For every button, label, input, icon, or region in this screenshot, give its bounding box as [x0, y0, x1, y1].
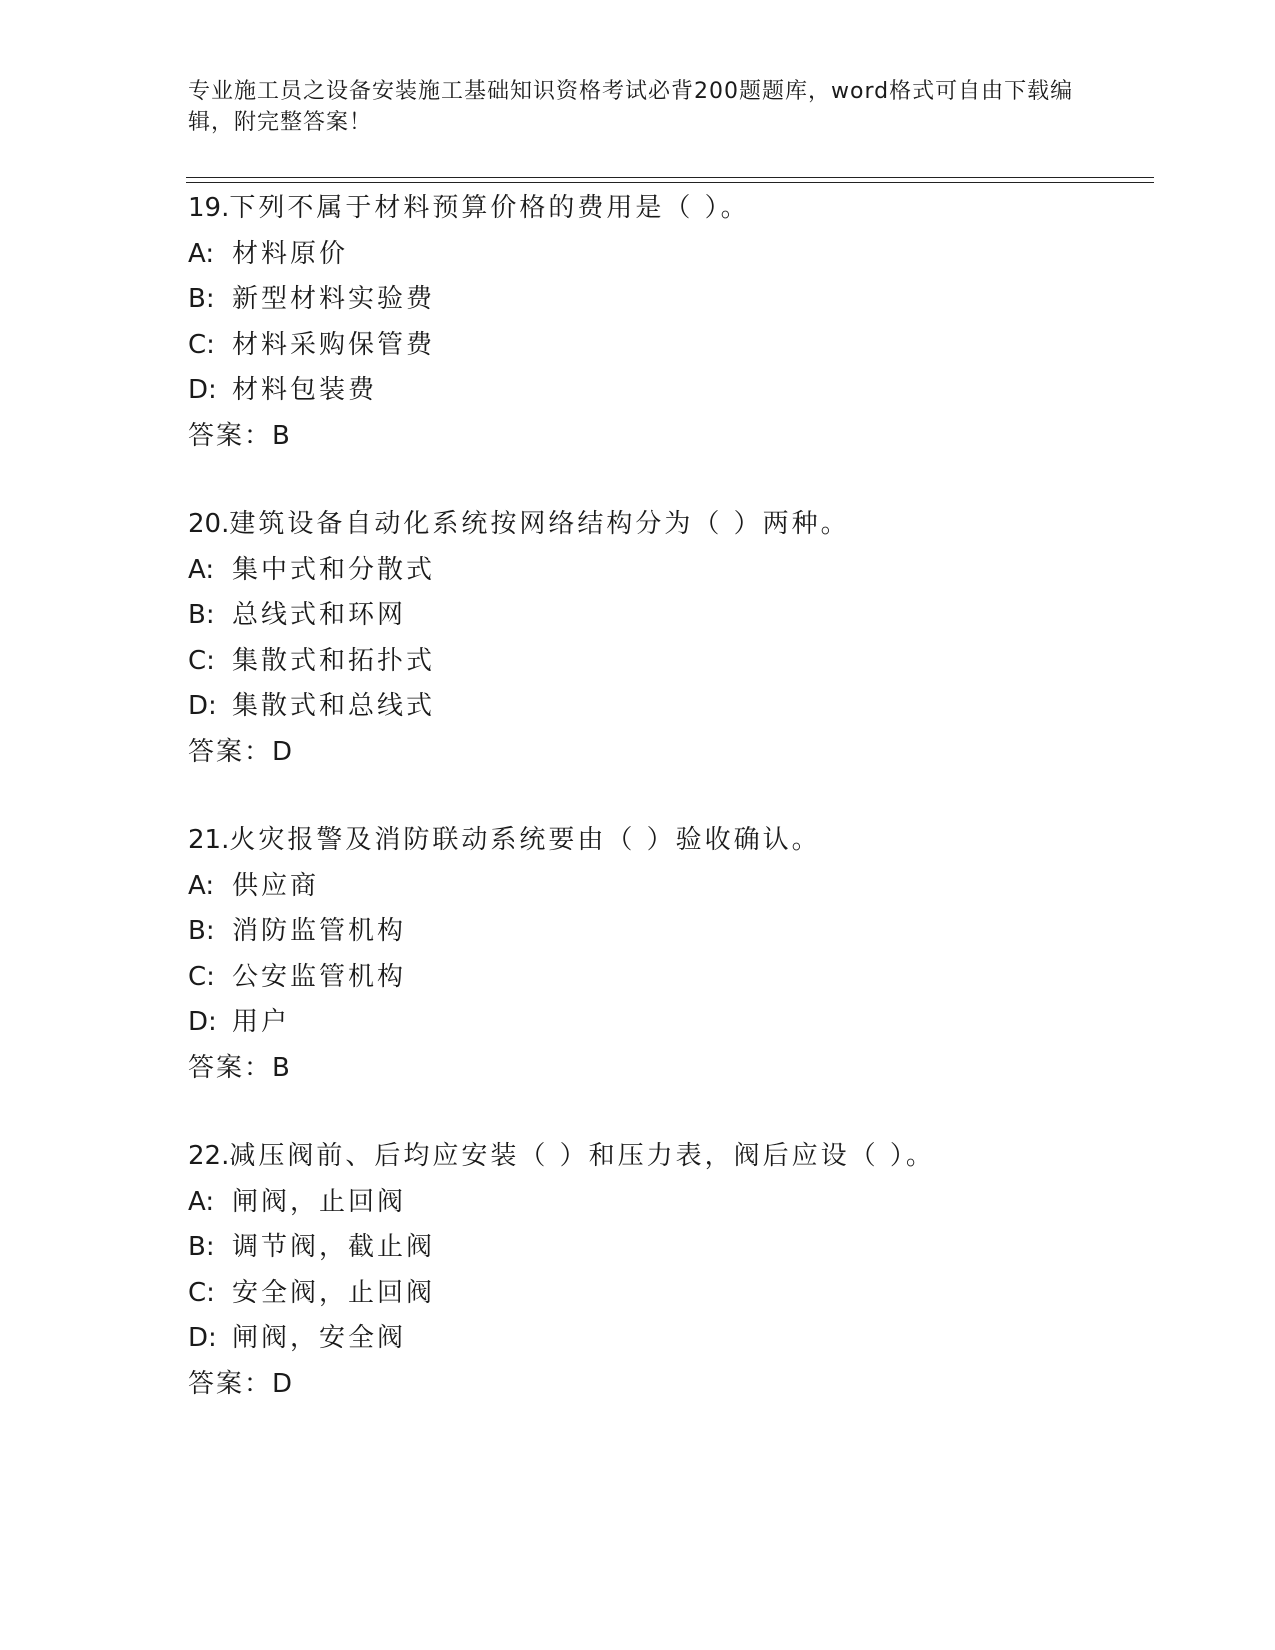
- option-text: 闸阀，止回阀: [232, 1186, 407, 1217]
- answer-value: D: [272, 736, 293, 767]
- option-c: [188, 639, 1148, 685]
- question-number: 19.: [188, 193, 230, 223]
- option-letter: A:: [188, 238, 215, 269]
- header-divider-top: [186, 177, 1154, 178]
- option-d: [188, 1316, 1148, 1362]
- question-block: [188, 1134, 1148, 1407]
- option-b: [188, 277, 1148, 323]
- option-letter: B:: [188, 600, 215, 630]
- option-letter: A:: [188, 554, 215, 585]
- document-header: 专业施工员之设备安装施工基础知识资格考试必背200题题库，word格式可自由下载编辑，附完整答案！: [188, 79, 1074, 135]
- option-letter: C:: [188, 961, 215, 992]
- question-title: [188, 502, 1148, 548]
- option-letter: D:: [188, 375, 217, 405]
- question-text: 火灾报警及消防联动系统要由（ ）验收确认。: [229, 825, 821, 855]
- option-text: 调节阀，截止阀: [232, 1232, 436, 1262]
- question-number: 21.: [188, 825, 230, 855]
- option-letter: D:: [188, 1323, 217, 1353]
- option-text: 总线式和环网: [232, 600, 407, 630]
- option-b: [188, 593, 1148, 639]
- option-text: 集中式和分散式: [232, 554, 436, 585]
- option-text: 安全阀，止回阀: [232, 1277, 436, 1308]
- option-text: 闸阀，安全阀: [232, 1323, 407, 1353]
- option-letter: D:: [188, 1007, 217, 1037]
- question-text: 建筑设备自动化系统按网络结构分为（ ）两种。: [229, 509, 850, 539]
- option-letter: A:: [188, 870, 215, 901]
- answer-line: [188, 1046, 1148, 1092]
- question-block: [188, 186, 1148, 459]
- option-text: 材料采购保管费: [232, 329, 436, 360]
- option-letter: B:: [188, 284, 215, 314]
- answer-label: 答案：: [188, 736, 273, 767]
- option-c: [188, 323, 1148, 369]
- question-block: [188, 818, 1148, 1091]
- answer-line: [188, 414, 1148, 460]
- option-text: 材料原价: [232, 238, 349, 269]
- option-letter: C:: [188, 1277, 215, 1308]
- question-title: [188, 1134, 1148, 1180]
- option-text: 集散式和拓扑式: [232, 645, 436, 676]
- question-number: 20.: [188, 509, 230, 539]
- question-title: [188, 818, 1148, 864]
- answer-value: B: [272, 1052, 290, 1083]
- option-c: [188, 955, 1148, 1001]
- option-b: [188, 1225, 1148, 1271]
- answer-line: [188, 1362, 1148, 1408]
- option-text: 用户: [232, 1007, 291, 1037]
- option-text: 集散式和总线式: [232, 691, 436, 721]
- option-letter: A:: [188, 1186, 215, 1217]
- answer-label: 答案：: [188, 1052, 273, 1083]
- option-a: [188, 864, 1148, 910]
- answer-value: D: [272, 1368, 293, 1399]
- question-block: [188, 502, 1148, 775]
- header-divider-bottom: [186, 182, 1154, 183]
- answer-line: [188, 730, 1148, 776]
- question-text: 下列不属于材料预算价格的费用是（ ）。: [229, 193, 750, 223]
- option-text: 供应商: [232, 870, 320, 901]
- answer-label: 答案：: [188, 1368, 273, 1399]
- option-text: 公安监管机构: [232, 961, 407, 992]
- option-text: 新型材料实验费: [232, 284, 436, 314]
- option-letter: B:: [188, 916, 215, 946]
- option-d: [188, 368, 1148, 414]
- option-letter: C:: [188, 645, 215, 676]
- option-b: [188, 909, 1148, 955]
- option-letter: C:: [188, 329, 215, 360]
- question-title: [188, 186, 1148, 232]
- question-text: 减压阀前、后均应安装（ ）和压力表，阀后应设（ ）。: [229, 1141, 935, 1171]
- option-a: [188, 232, 1148, 278]
- option-d: [188, 1000, 1148, 1046]
- option-text: 消防监管机构: [232, 916, 407, 946]
- option-letter: B:: [188, 1232, 215, 1262]
- answer-label: 答案：: [188, 420, 273, 451]
- option-text: 材料包装费: [232, 375, 378, 405]
- question-number: 22.: [188, 1141, 230, 1171]
- option-c: [188, 1271, 1148, 1317]
- option-a: [188, 1180, 1148, 1226]
- option-d: [188, 684, 1148, 730]
- option-a: [188, 548, 1148, 594]
- option-letter: D:: [188, 691, 217, 721]
- answer-value: B: [272, 420, 290, 451]
